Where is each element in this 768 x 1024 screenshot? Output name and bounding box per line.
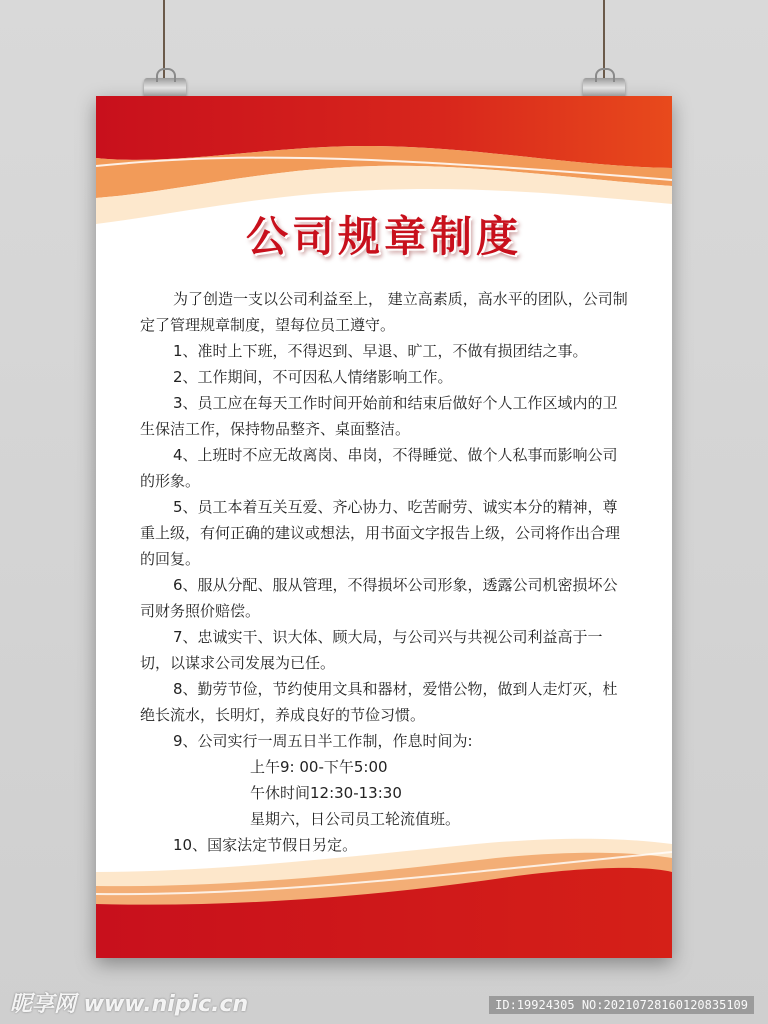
rule-item: 9、公司实行一周五日半工作制，作息时间为: [173,732,473,750]
rule-item: 4、上班时不应无故离岗、串岗，不得睡觉、做个人私事而影响公司的形象。 [140,446,618,490]
poster-title: 公司规章制度 [245,212,522,261]
rule-item: 10、国家法定节假日另定。 [173,836,358,854]
rules-content [140,286,630,858]
rule-item: 7、忠诚实干、识大体、顾大局，与公司兴与共视公司利益高于一切，以谋求公司发展为已任。 [140,628,603,672]
rule-item: 3、员工应在每天工作时间开始前和结束后做好个人工作区域内的卫生保洁工作，保持物品整齐、桌面整洁。 [140,394,618,438]
schedule-line: 午休时间12:30-13:30 [250,784,402,802]
rule-item: 5、员工本着互关互爱、齐心协力、吃苦耐劳、诚实本分的精神，尊重上级，有何正确的建议或想法，用书面文字报告上级，公司将作出合理的回复。 [140,498,621,568]
intro-paragraph: 为了创造一支以公司利益至上， 建立高素质，高水平的团队，公司制定了管理规章制度，望每位员工遵守。 [140,290,628,334]
schedule-line: 上午9: 00-下午5:00 [250,758,388,776]
schedule-line: 星期六，日公司员工轮流值班。 [250,810,461,828]
watermark-logo: 昵享网 www.nipic.cn [10,992,249,1017]
rule-item: 1、准时上下班，不得迟到、早退、旷工，不做有损团结之事。 [173,342,588,360]
rule-item: 2、工作期间，不可因私人情绪影响工作。 [173,368,453,386]
poster [96,96,672,958]
rule-item: 6、服从分配、服从管理，不得损坏公司形象，透露公司机密损坏公司财务照价赔偿。 [140,576,618,620]
watermark-id: ID:19924305 NO:20210728160120835109 [489,996,754,1014]
rule-item: 8、勤劳节俭，节约使用文具和器材，爱惜公物，做到人走灯灭，杜绝长流水，长明灯，养成良好的节俭习惯。 [140,680,618,724]
